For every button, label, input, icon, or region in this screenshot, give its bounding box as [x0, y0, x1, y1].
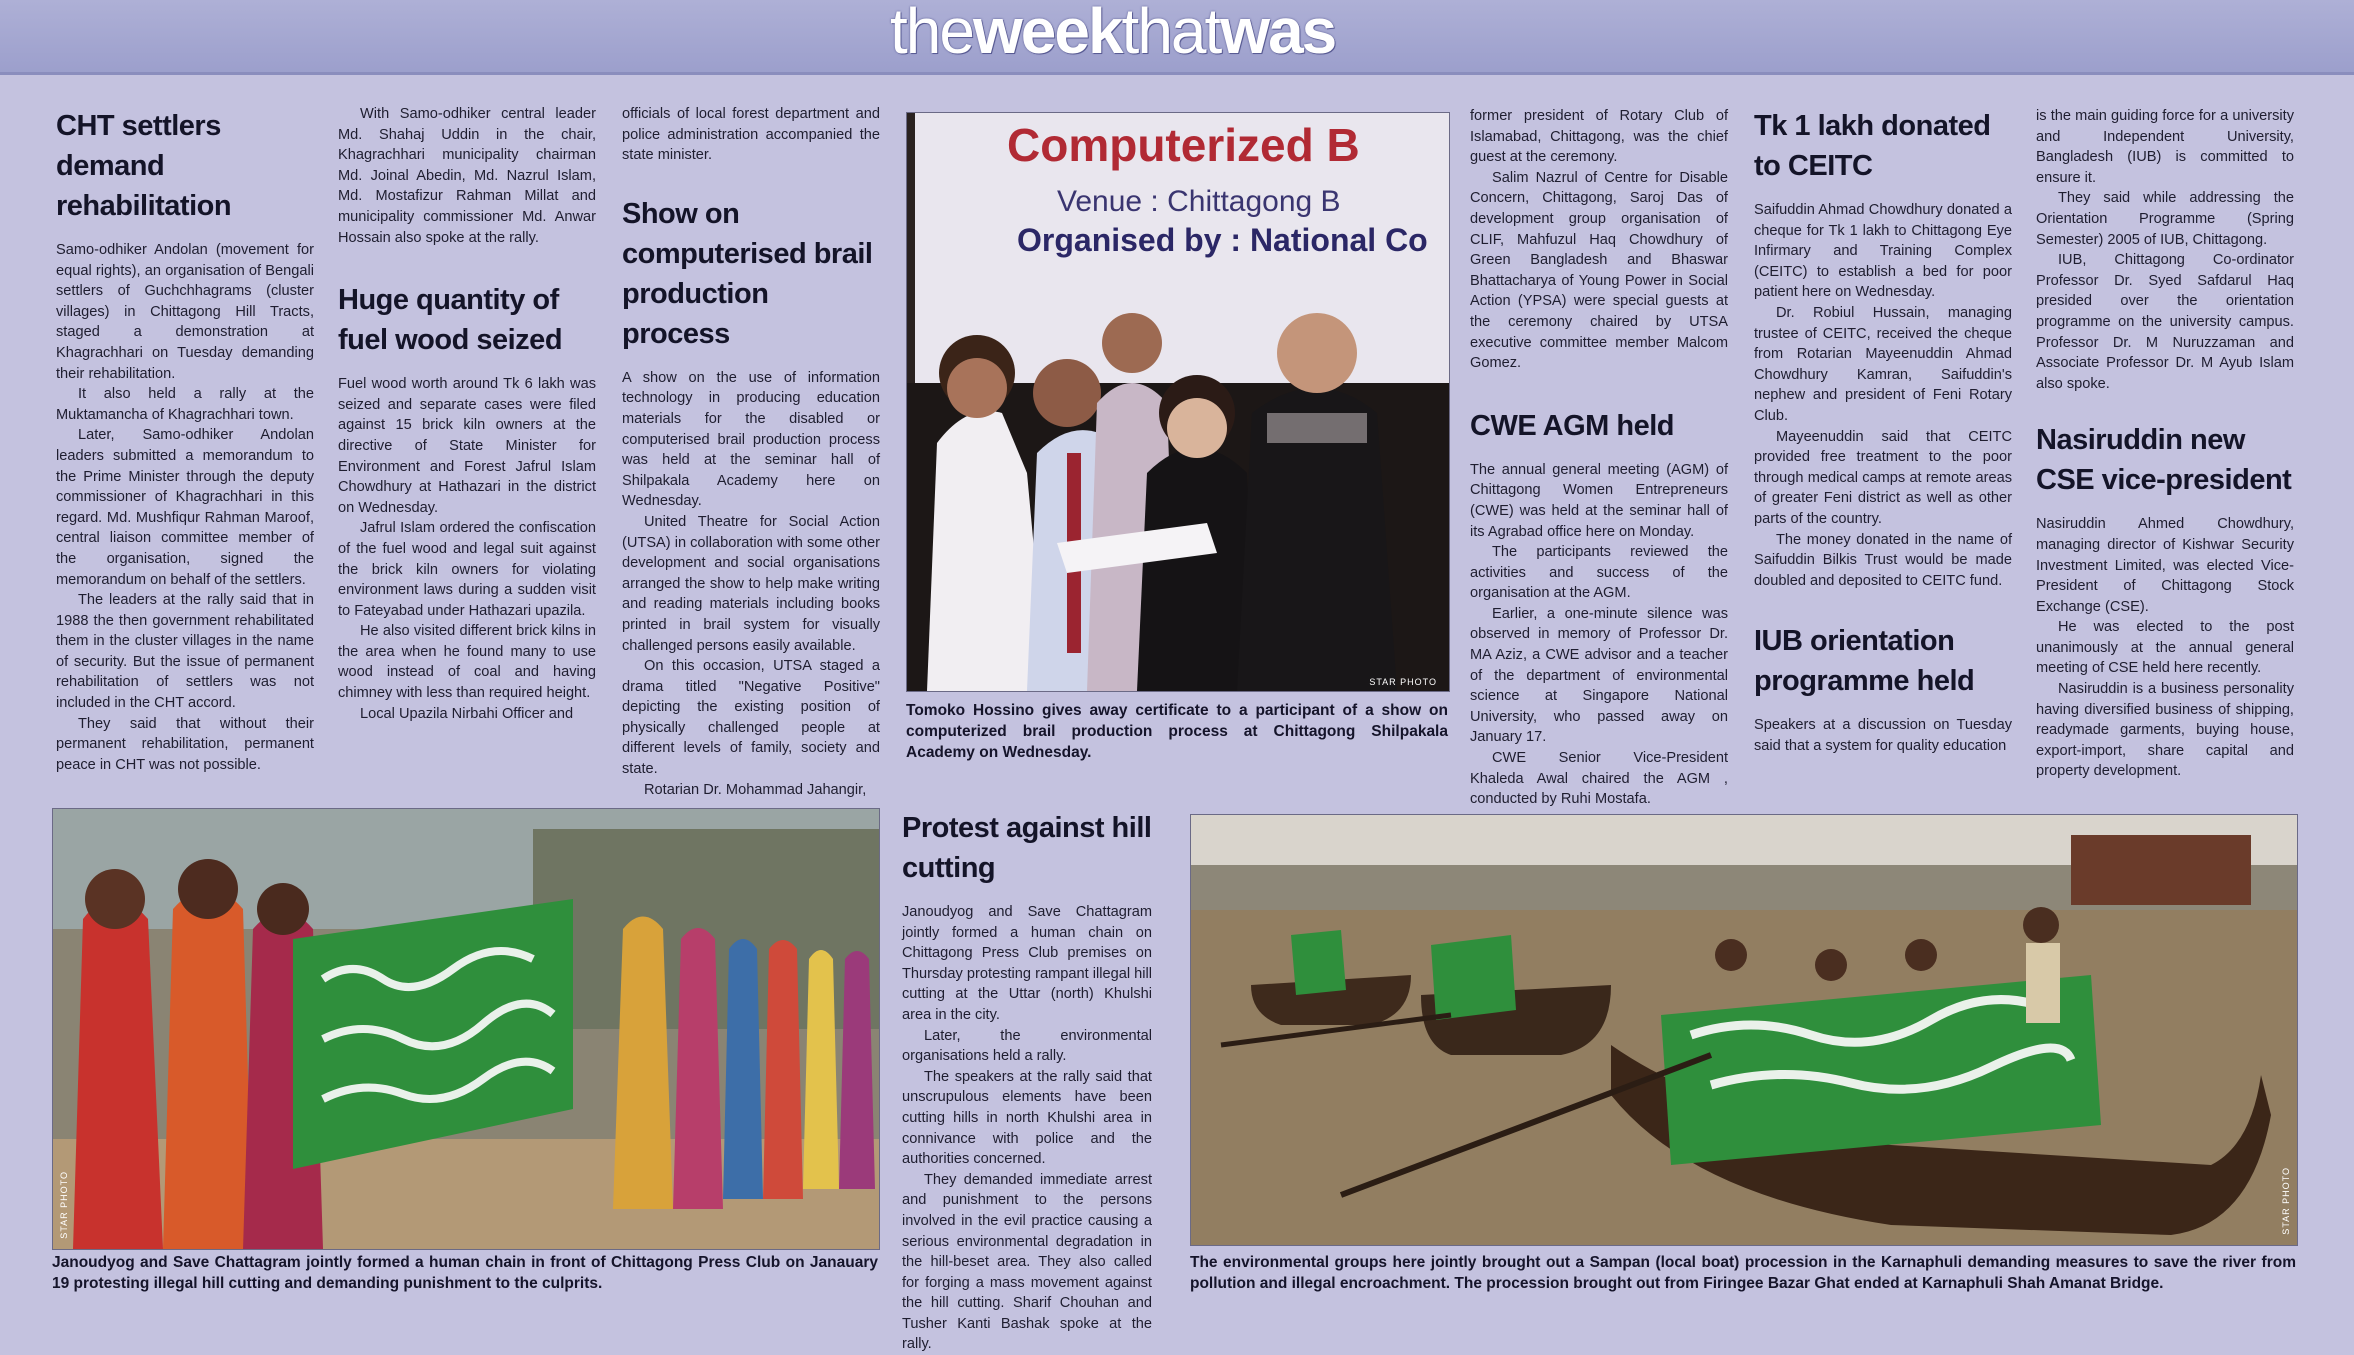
body-fuelwood-continued [622, 104, 880, 166]
paragraph: United Theatre for Social Action (UTSA) in collaboration with some other development and social organisations arranged the show to help make writing and reading materials including books printed in brail system for visually challenged persons easily available. [622, 513, 880, 654]
body-brail [622, 368, 880, 800]
body-cht-continued [338, 104, 596, 248]
paragraph: is the main guiding force for a university and Independent University, Bangladesh (IUB) is committed to ensure it. [2036, 108, 2294, 186]
body-hill-cutting [902, 902, 1152, 1355]
photo-human-chain [52, 808, 880, 1250]
body-cse [2036, 514, 2294, 782]
paragraph: The money donated in the name of Saifuddin Bilkis Trust would be made doubled and deposited to CEITC fund. [1754, 531, 2012, 589]
paragraph: The participants reviewed the activities and success of the organisation at the AGM. [1470, 544, 1728, 602]
paragraph: He was elected to the post unanimously at the annual general meeting of CSE held here recently. [2036, 619, 2294, 677]
title-part-was: was [1220, 0, 1336, 67]
paragraph: officials of local forest department and police administration accompanied the state minister. [622, 106, 880, 164]
caption-human-chain: Janoudyog and Save Chattagram jointly formed a human chain in front of Chittagong Press Club on Janauary 19 protesting illegal hill cutting and demanding punishment to the culprits. [52, 1254, 878, 1292]
article-fuelwood-column [338, 104, 596, 724]
article-cht-settlers [56, 106, 314, 775]
caption-ceremony: Tomoko Hossino gives away certificate to a participant of a show on computerized brail production process at Chittagong Shilpakala Academy on Wednesday. [906, 702, 1448, 761]
paragraph: Rotarian Dr. Mohammad Jahangir, [644, 781, 867, 798]
caption-boat-procession: The environmental groups here jointly brought out a Sampan (local boat) procession in the Karnaphuli demanding measures to save the river from pollution and illegal encroachment. The procession brought out from Firingee Bazar Ghat ended at Karnaphuli Shah Amanat Bridge. [1190, 1254, 2296, 1292]
title-part-the: the [890, 0, 973, 67]
paragraph: Jafrul Islam ordered the confiscation of the fuel wood and legal suit against the brick kiln owners for violating environment laws during a sudden visit to Fateyabad under Hathazari upazila. [338, 520, 596, 619]
paragraph: The annual general meeting (AGM) of Chittagong Women Entrepreneurs (CWE) was held at the seminar hall of its Agrabad office here on Monday. [1470, 461, 1728, 540]
paragraph: Local Upazila Nirbahi Officer and [360, 705, 574, 722]
paragraph: Nasiruddin Ahmed Chowdhury, managing director of Kishwar Security Investment Limited, was elected Vice-President of Chittagong Stock Exchange (CSE). [2036, 516, 2294, 615]
banner-text-2: Venue : Chittagong B [1057, 185, 1341, 218]
photo-credit: STAR PHOTO [2281, 1167, 2291, 1235]
headline-cht: CHT settlers demand rehabilitation [56, 110, 232, 222]
body-cht [56, 240, 314, 775]
paragraph: Salim Nazrul of Centre for Disable Concern, Chittagong, Saroj Das of development group organisation of CLIF, Mahfuzul Haq Chowdhury of Green Bangladesh and Bhaswar Bhattacharya of Young Power in Social Action (YPSA) were special guests at the ceremony chaired by UTSA executive committee member Malcom Gomez. [1470, 169, 1728, 372]
paragraph: Nasiruddin is a business personality having diversified business of shipping, readymade garments, buying house, export-import, share capital and property development. [2036, 681, 2294, 780]
article-cse-column [2036, 106, 2294, 782]
paragraph: With Samo-odhiker central leader Md. Shahaj Uddin in the chair, Khagrachhari municipality chairman Md. Joinal Abedin, Md. Nazrul Islam, Md. Mostafizur Rahman Millat and municipality commissioner Md. Anwar Hossain also spoke at the rally. [338, 106, 596, 246]
paragraph: The leaders at the rally said that in 1988 the then government rehabilitated them in the cluster villages in the name of security. But the issue of permanent rehabilitation of settlers was not included in the CHT accord. [56, 592, 314, 712]
paragraph: Janoudyog and Save Chattagram jointly formed a human chain on Chittagong Press Club premises on Thursday protesting rampant illegal hill cutting at the Uttar (north) Khulshi area in the city. [902, 904, 1152, 1023]
section-title [890, 0, 1335, 68]
paragraph: Later, the environmental organisations held a rally. [902, 1027, 1152, 1065]
title-part-week: week [972, 0, 1122, 67]
paragraph: Mayeenuddin said that CEITC provided free treatment to the poor through medical camps at remote areas of greater Feni district as well as other parts of the country. [1754, 428, 2012, 527]
paragraph: Later, Samo-odhiker Andolan leaders submitted a memorandum to the Prime Minister through the deputy commissioner of Khagrachhari in this regard. Md. Mushfiqur Rahman Maroof, central liaison committee member of the organisation, signed the memorandum on behalf of the settlers. [56, 427, 314, 588]
photo-credit: STAR PHOTO [1369, 677, 1437, 687]
headline-ceitc: Tk 1 lakh donated to CEITC [1754, 110, 1991, 182]
body-iub-continued [2036, 106, 2294, 394]
section-banner [0, 0, 2354, 75]
banner-text-1: Computerized B [1007, 119, 1360, 171]
headline-cwe: CWE AGM held [1470, 409, 1674, 442]
article-cwe-column [1470, 106, 1728, 810]
paragraph: Speakers at a discussion on Tuesday said that a system for quality education [1754, 717, 2012, 754]
paragraph: The speakers at the rally said that unscrupulous elements have been cutting hills in north Khulshi area in connivance with police and the authorities concerned. [902, 1068, 1152, 1168]
paragraph: Earlier, a one-minute silence was observed in memory of Professor Dr. MA Aziz, a CWE advisor and a teacher of the department of environmental science at Singapore National University, who passed away on January 17. [1470, 605, 1728, 746]
headline-fuelwood: Huge quantity of fuel wood seized [338, 284, 563, 357]
photo-certificate-ceremony [906, 112, 1450, 692]
human-chain-illustration [53, 809, 879, 1249]
headline-cse: Nasiruddin new CSE vice-president [2036, 424, 2292, 497]
headline-iub: IUB orientation programme held [1754, 625, 1975, 698]
article-hill-cutting [902, 808, 1152, 1355]
body-brail-continued [1470, 106, 1728, 374]
paragraph: Dr. Robiul Hussain, managing trustee of CEITC, received the cheque from Rotarian Mayeenuddin Ahmad Chowdhury Kamran, Saifuddin's nephew and president of Feni Rotary Club. [1754, 304, 2012, 424]
article-brail-column [622, 104, 880, 800]
paragraph: Saifuddin Ahmad Chowdhury donated a cheque for Tk 1 lakh to Chittagong Eye Infirmary and Training Complex (CEITC) to establish a bed for poor patient here on Wednesday. [1754, 202, 2012, 301]
boat-procession-illustration [1191, 815, 2297, 1245]
body-ceitc [1754, 200, 2012, 591]
paragraph: Samo-odhiker Andolan (movement for equal rights), an organisation of Bengali settlers of Guchchhagrams (cluster villages) in Chittagong Hill Tracts, staged a demonstration at Khagrachhari on Tuesday demanding their rehabilitation. [56, 242, 314, 382]
paragraph: He also visited different brick kilns in the area when he found many to use wood instead of coal and having chimney with less than required height. [338, 623, 596, 702]
paragraph: They said while addressing the Orientation Programme (Spring Semester) 2005 of IUB, Chittagong. [2036, 190, 2294, 248]
photo-boat-procession [1190, 814, 2298, 1246]
paragraph: A show on the use of information technology in producing education materials for the disabled or computerised brail production process was held at the seminar hall of Shilpakala Academy here on Wednesday. [622, 369, 880, 510]
paragraph: former president of Rotary Club of Islamabad, Chittagong, was the chief guest at the ceremony. [1470, 108, 1728, 166]
banner-text-3: Organised by : National Co [1017, 222, 1428, 258]
paragraph: On this occasion, UTSA staged a drama titled "Negative Positive" depicting the existing position of physically challenged people at different levels of family, society and state. [622, 658, 880, 778]
headline-brail: Show on computerised brail production process [622, 197, 873, 350]
body-cwe [1470, 460, 1728, 810]
paragraph: IUB, Chittagong Co-ordinator Professor Dr. Syed Safdarul Haq presided over the orientation programme on the university campus. Professor Dr. M Nuruzzaman and Associate Professor Dr. M Ayub Islam also spoke. [2036, 252, 2294, 392]
paragraph: It also held a rally at the Muktamancha of Khagrachhari town. [56, 386, 314, 423]
article-ceitc-column [1754, 106, 2012, 756]
paragraph: Fuel wood worth around Tk 6 lakh was seized and separate cases were filed against 15 brick kiln owners at the directive of State Minister for Environment and Forest Jafrul Islam Chowdhury at Hathazari in the district on Wednesday. [338, 376, 596, 516]
headline-hill-cutting: Protest against hill cutting [902, 812, 1152, 884]
paragraph: They said that without their permanent rehabilitation, permanent peace in CHT was not possible. [56, 715, 314, 773]
photo-credit: STAR PHOTO [59, 1171, 69, 1239]
title-part-that: that [1121, 0, 1221, 67]
body-fuelwood [338, 374, 596, 724]
body-iub [1754, 715, 2012, 756]
paragraph: CWE Senior Vice-President Khaleda Awal chaired the AGM , conducted by Ruhi Mostafa. [1470, 750, 1728, 808]
ceremony-illustration [907, 113, 1449, 691]
paragraph: They demanded immediate arrest and punishment to the persons involved in the evil practice causing a serious environmental degradation in the hill-beset area. They also called for forging a mass movement against the hill cutting. Sharif Chouhan and Tusher Kanti Bashak spoke at the rally. [902, 1171, 1152, 1353]
